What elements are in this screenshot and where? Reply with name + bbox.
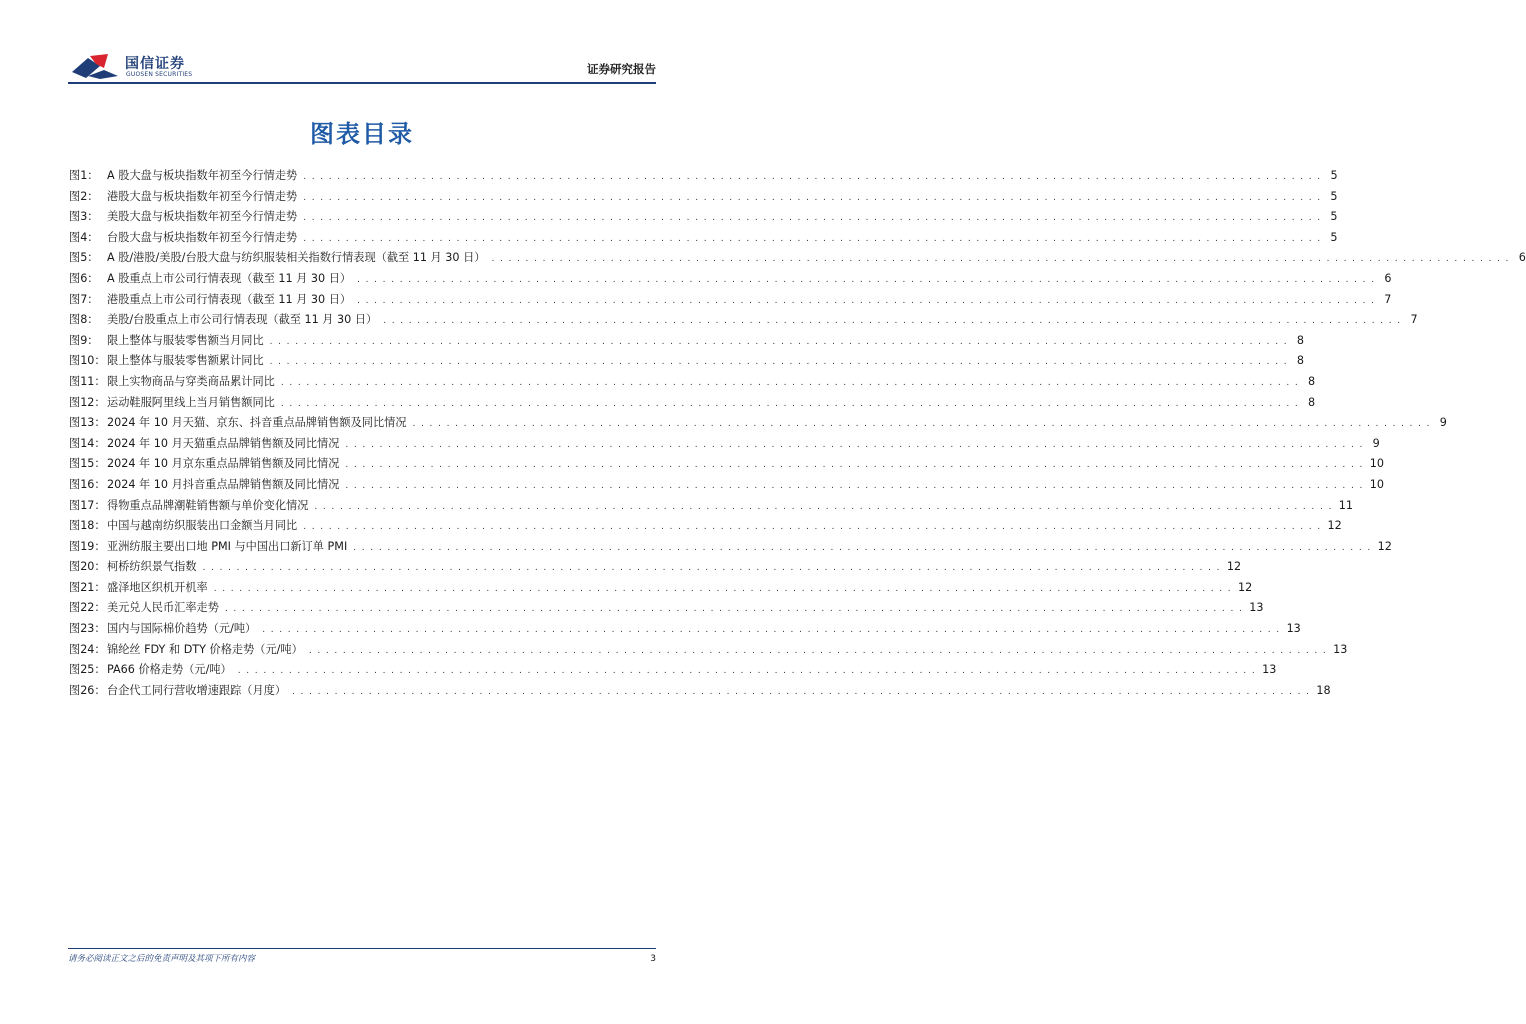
toc-entry[interactable]	[69, 414, 1447, 435]
toc-entry-title: 限上整体与服装零售额累计同比	[107, 354, 264, 368]
toc-dot-leader: . . . . . . . . . . . . . . . . . . . . . . . . . . . . . . . . . . . . . . . . . . . . . . . . . . . . . . . . . . . . . . . . . . . . . . . . . . . . . . . . . . . . . . . . . . . . . . . . . . . . . . . . . . . . . . . . . . . . . . . .	[303, 522, 1322, 533]
toc-entry[interactable]	[69, 167, 1338, 188]
toc-entry-title: A 股大盘与板块指数年初至今行情走势	[107, 169, 298, 182]
toc-entry[interactable]	[69, 332, 1304, 353]
toc-entry-title: 限上实物商品与穿类商品累计同比	[107, 374, 275, 388]
toc-entry-label: 图18：	[69, 519, 106, 533]
toc-entry[interactable]	[69, 682, 1331, 703]
toc-entry-page: 13	[1333, 642, 1348, 656]
toc-entry[interactable]	[69, 538, 1392, 559]
toc-entry-label: 图7：	[69, 292, 99, 306]
toc-entry-page: 8	[1308, 395, 1316, 409]
toc-entry-label: 图6：	[69, 271, 99, 285]
logo-chinese-name: 国信证券	[125, 56, 185, 72]
toc-entry-page: 9	[1372, 436, 1380, 450]
toc-dot-leader: . . . . . . . . . . . . . . . . . . . . . . . . . . . . . . . . . . . . . . . . . . . . . . . . . . . . . . . . . . . . . . . . . . . . . . . . . . . . . . . . . . . . . . . . . . . . . . . . . . . . . . . . . . . . . . . . . . . . . . . .	[213, 583, 1233, 594]
toc-entry-label: 图10：	[69, 354, 106, 368]
toc-entry-label: 图4：	[69, 230, 99, 244]
toc-entry-page: 18	[1316, 683, 1331, 697]
toc-entry-title: 2024 年 10 月天猫重点品牌销售额及同比情况	[107, 436, 340, 450]
toc-entry-label: 图15：	[69, 457, 106, 471]
toc-entry-title: 台股大盘与板块指数年初至今行情走势	[107, 230, 298, 244]
toc-entry-label: 图12：	[69, 395, 106, 409]
toc-entry-page: 9	[1439, 416, 1447, 430]
toc-entry-page: 11	[1338, 498, 1353, 512]
toc-entry-title: 盛泽地区织机开机率	[107, 580, 208, 594]
toc-entry[interactable]	[69, 579, 1253, 600]
toc-dot-leader: . . . . . . . . . . . . . . . . . . . . . . . . . . . . . . . . . . . . . . . . . . . . . . . . . . . . . . . . . . . . . . . . . . . . . . . . . . . . . . . . . . . . . . . . . . . . . . . . . . . . . . . . . . . . . . . . . . . . . . . .	[269, 336, 1288, 347]
toc-entry-title: 运动鞋服阿里线上当月销售额同比	[107, 395, 275, 409]
toc-entry-label: 图3：	[69, 210, 99, 224]
toc-entry[interactable]	[69, 229, 1338, 250]
toc-dot-leader: . . . . . . . . . . . . . . . . . . . . . . . . . . . . . . . . . . . . . . . . . . . . . . . . . . . . . . . . . . . . . . . . . . . . . . . . . . . . . . . . . . . . . . . . . . . . . . . . . . . . . . . . . . . . . . . . . . . . . . . .	[314, 501, 1333, 512]
toc-entry-title: A 股重点上市公司行情表现（截至 11 月 30 日）	[107, 271, 352, 285]
toc-entry-title: 台企代工同行营收增速跟踪（月度）	[107, 683, 287, 697]
toc-entry-title: 美股/台股重点上市公司行情表现（截至 11 月 30 日）	[107, 313, 378, 327]
page-title: 图表目录	[310, 120, 414, 148]
toc-entry[interactable]	[69, 249, 1526, 270]
toc-entry-label: 图5：	[69, 251, 99, 265]
toc-dot-leader: . . . . . . . . . . . . . . . . . . . . . . . . . . . . . . . . . . . . . . . . . . . . . . . . . . . . . . . . . . . . . . . . . . . . . . . . . . . . . . . . . . . . . . . . . . . . . . . . . . . . . . . . . . . . . . . . . . . . . . . .	[224, 604, 1244, 615]
page-header	[68, 48, 656, 82]
footer-disclaimer: 请务必阅读正文之后的免责声明及其项下所有内容	[68, 954, 256, 964]
toc-dot-leader: . . . . . . . . . . . . . . . . . . . . . . . . . . . . . . . . . . . . . . . . . . . . . . . . . . . . . . . . . . . . . . . . . . . . . . . . . . . . . . . . . . . . . . . . . . . . . . . . . . . . . . . . . . . . . . . . . . . . . . . .	[202, 563, 1221, 574]
toc-entry-page: 13	[1262, 663, 1277, 677]
toc-entry[interactable]	[69, 188, 1338, 209]
toc-entry[interactable]	[69, 394, 1316, 415]
toc-dot-leader: . . . . . . . . . . . . . . . . . . . . . . . . . . . . . . . . . . . . . . . . . . . . . . . . . . . . . . . . . . . . . . . . . . . . . . . . . . . . . . . . . . . . . . . . . . . . . . . . . . . . . . . . . . . . . . . . . . . . . . . .	[303, 233, 1322, 244]
toc-entry-title: 2024 年 10 月天猫、京东、抖音重点品牌销售额及同比情况	[107, 416, 407, 430]
toc-entry-label: 图11：	[69, 374, 106, 388]
toc-dot-leader: . . . . . . . . . . . . . . . . . . . . . . . . . . . . . . . . . . . . . . . . . . . . . . . . . . . . . . . . . . . . . . . . . . . . . . . . . . . . . . . . . . . . . . . . . . . . . . . . . . . . . . . . . . . . . . . . . . . . . . . .	[237, 666, 1257, 677]
toc-entry-page: 5	[1330, 210, 1338, 224]
toc-entry-page: 13	[1249, 601, 1264, 615]
toc-entry[interactable]	[69, 517, 1342, 538]
toc-dot-leader: . . . . . . . . . . . . . . . . . . . . . . . . . . . . . . . . . . . . . . . . . . . . . . . . . . . . . . . . . . . . . . . . . . . . . . . . . . . . . . . . . . . . . . . . . . . . . . . . . . . . . . . . . . . . . . . . . . . . . . . .	[280, 398, 1300, 409]
toc-entry[interactable]	[69, 641, 1348, 662]
toc-entry-page: 12	[1226, 560, 1242, 574]
toc-entry-label: 图8：	[69, 313, 99, 327]
toc-entry-label: 图17：	[69, 498, 106, 512]
toc-entry-title: 限上整体与服装零售额当月同比	[107, 333, 264, 347]
toc-entry-page: 12	[1377, 539, 1392, 553]
toc-entry-label: 图16：	[69, 477, 106, 491]
toc-entry-label: 图24：	[69, 642, 106, 656]
footer-divider	[68, 948, 656, 949]
toc-entry-label: 图2：	[69, 189, 99, 203]
toc-dot-leader: . . . . . . . . . . . . . . . . . . . . . . . . . . . . . . . . . . . . . . . . . . . . . . . . . . . . . . . . . . . . . . . . . . . . . . . . . . . . . . . . . . . . . . . . . . . . . . . . . . . . . . . . . . . . . . . . . . . . . . . .	[303, 172, 1322, 182]
toc-entry-page: 12	[1238, 580, 1253, 594]
toc-dot-leader: . . . . . . . . . . . . . . . . . . . . . . . . . . . . . . . . . . . . . . . . . . . . . . . . . . . . . . . . . . . . . . . . . . . . . . . . . . . . . . . . . . . . . . . . . . . . . . . . . . . . . . . . . . . . . . . . . . . . . . . .	[303, 213, 1322, 224]
toc-entry-label: 图21：	[69, 580, 106, 594]
toc-entry-page: 10	[1369, 477, 1384, 491]
logo-english-name: GUOSEN SECURITIES	[126, 71, 193, 78]
toc-entry-page: 6	[1518, 251, 1526, 265]
toc-dot-leader: . . . . . . . . . . . . . . . . . . . . . . . . . . . . . . . . . . . . . . . . . . . . . . . . . . . . . . . . . . . . . . . . . . . . . . . . . . . . . . . . . . . . . . . . . . . . . . . . . . . . . . . . . . . . . . . . . . . . . . . .	[262, 625, 1281, 636]
toc-entry-page: 7	[1384, 292, 1392, 306]
toc-entry[interactable]	[69, 311, 1418, 332]
toc-entry-title: 美元兑人民币汇率走势	[107, 601, 219, 615]
report-type-label: 证券研究报告	[587, 62, 656, 76]
toc-entry-title: 亚洲纺服主要出口地 PMI 与中国出口新订单 PMI	[107, 539, 348, 553]
header-divider	[68, 82, 656, 84]
toc-entry-label: 图22：	[69, 601, 106, 615]
toc-entry-page: 6	[1384, 271, 1392, 285]
toc-entry-title: 中国与越南纺织服装出口金额当月同比	[107, 519, 298, 533]
toc-dot-leader: . . . . . . . . . . . . . . . . . . . . . . . . . . . . . . . . . . . . . . . . . . . . . . . . . . . . . . . . . . . . . . . . . . . . . . . . . . . . . . . . . . . . . . . . . . . . . . . . . . . . . . . . . . . . . . . . . . . . . . . .	[353, 542, 1372, 553]
toc-entry[interactable]	[69, 476, 1384, 497]
toc-entry-label: 图9：	[69, 333, 99, 347]
toc-dot-leader: . . . . . . . . . . . . . . . . . . . . . . . . . . . . . . . . . . . . . . . . . . . . . . . . . . . . . . . . . . . . . . . . . . . . . . . . . . . . . . . . . . . . . . . . . . . . . . . . . . . . . . . . . . . . . . . . . . . . . . . .	[280, 377, 1300, 388]
guosen-logo	[68, 48, 218, 82]
toc-entry-label: 图25：	[69, 663, 106, 677]
toc-entry-label: 图20：	[69, 560, 106, 574]
toc-entry[interactable]	[69, 208, 1338, 229]
toc-entry-title: 国内与国际棉价趋势（元/吨）	[107, 622, 257, 636]
toc-entry-label: 图13：	[69, 416, 106, 430]
toc-entry-title: PA66 价格走势（元/吨）	[107, 663, 232, 677]
toc-dot-leader: . . . . . . . . . . . . . . . . . . . . . . . . . . . . . . . . . . . . . . . . . . . . . . . . . . . . . . . . . . . . . . . . . . . . . . . . . . . . . . . . . . . . . . . . . . . . . . . . . . . . . . . . . . . . . . . . . . . . . . . .	[491, 254, 1510, 265]
toc-entry-page: 10	[1369, 457, 1384, 471]
toc-entry-page: 8	[1296, 333, 1304, 347]
toc-entry[interactable]	[69, 455, 1384, 476]
toc-entry-page: 7	[1410, 313, 1418, 327]
page-number: 3	[650, 954, 656, 964]
toc-entry-page: 8	[1296, 354, 1304, 368]
toc-entry-page: 8	[1308, 374, 1316, 388]
toc-entry[interactable]	[69, 661, 1277, 682]
toc-entry[interactable]	[69, 599, 1264, 620]
toc-entry-page: 12	[1327, 519, 1342, 533]
toc-dot-leader: . . . . . . . . . . . . . . . . . . . . . . . . . . . . . . . . . . . . . . . . . . . . . . . . . . . . . . . . . . . . . . . . . . . . . . . . . . . . . . . . . . . . . . . . . . . . . . . . . . . . . . . . . . . . . . . . . . . . . . . .	[412, 419, 1431, 430]
toc-entry-title: 港股大盘与板块指数年初至今行情走势	[107, 189, 298, 203]
toc-entry-label: 图23：	[69, 622, 106, 636]
toc-entry-title: 得物重点品牌潮鞋销售额与单价变化情况	[107, 498, 309, 512]
toc-entry-title: 港股重点上市公司行情表现（截至 11 月 30 日）	[107, 292, 352, 306]
toc-entry-title: A 股/港股/美股/台股大盘与纺织服装相关指数行情表现（截至 11 月 30 日）	[107, 251, 486, 265]
toc-entry-label: 图1：	[69, 169, 99, 182]
toc-entry-page: 5	[1330, 189, 1338, 203]
toc-dot-leader: . . . . . . . . . . . . . . . . . . . . . . . . . . . . . . . . . . . . . . . . . . . . . . . . . . . . . . . . . . . . . . . . . . . . . . . . . . . . . . . . . . . . . . . . . . . . . . . . . . . . . . . . . . . . . . . . . . . . . . . .	[357, 295, 1376, 306]
toc-entry[interactable]	[69, 497, 1353, 518]
toc-dot-leader: . . . . . . . . . . . . . . . . . . . . . . . . . . . . . . . . . . . . . . . . . . . . . . . . . . . . . . . . . . . . . . . . . . . . . . . . . . . . . . . . . . . . . . . . . . . . . . . . . . . . . . . . . . . . . . . . . . . . . . . .	[269, 357, 1288, 368]
toc-entry-title: 锦纶丝 FDY 和 DTY 价格走势（元/吨）	[107, 642, 303, 656]
guosen-logo-mark-icon	[70, 52, 122, 80]
toc-dot-leader: . . . . . . . . . . . . . . . . . . . . . . . . . . . . . . . . . . . . . . . . . . . . . . . . . . . . . . . . . . . . . . . . . . . . . . . . . . . . . . . . . . . . . . . . . . . . . . . . . . . . . . . . . . . . . . . . . . . . . . . .	[383, 316, 1402, 327]
toc-entry-page: 5	[1330, 230, 1338, 244]
toc-entry-title: 2024 年 10 月京东重点品牌销售额及同比情况	[107, 457, 340, 471]
toc-dot-leader: . . . . . . . . . . . . . . . . . . . . . . . . . . . . . . . . . . . . . . . . . . . . . . . . . . . . . . . . . . . . . . . . . . . . . . . . . . . . . . . . . . . . . . . . . . . . . . . . . . . . . . . . . . . . . . . . . . . . . . . .	[345, 460, 1364, 471]
toc-entry[interactable]	[69, 270, 1392, 291]
table-of-figures	[69, 167, 1526, 702]
toc-entry[interactable]	[69, 620, 1301, 641]
toc-dot-leader: . . . . . . . . . . . . . . . . . . . . . . . . . . . . . . . . . . . . . . . . . . . . . . . . . . . . . . . . . . . . . . . . . . . . . . . . . . . . . . . . . . . . . . . . . . . . . . . . . . . . . . . . . . . . . . . . . . . . . . . .	[308, 645, 1328, 656]
toc-dot-leader: . . . . . . . . . . . . . . . . . . . . . . . . . . . . . . . . . . . . . . . . . . . . . . . . . . . . . . . . . . . . . . . . . . . . . . . . . . . . . . . . . . . . . . . . . . . . . . . . . . . . . . . . . . . . . . . . . . . . . . . .	[303, 192, 1322, 203]
toc-entry-label: 图26：	[69, 683, 106, 697]
toc-dot-leader: . . . . . . . . . . . . . . . . . . . . . . . . . . . . . . . . . . . . . . . . . . . . . . . . . . . . . . . . . . . . . . . . . . . . . . . . . . . . . . . . . . . . . . . . . . . . . . . . . . . . . . . . . . . . . . . . . . . . . . . .	[357, 274, 1376, 285]
toc-dot-leader: . . . . . . . . . . . . . . . . . . . . . . . . . . . . . . . . . . . . . . . . . . . . . . . . . . . . . . . . . . . . . . . . . . . . . . . . . . . . . . . . . . . . . . . . . . . . . . . . . . . . . . . . . . . . . . . . . . . . . . . .	[345, 480, 1364, 491]
toc-dot-leader: . . . . . . . . . . . . . . . . . . . . . . . . . . . . . . . . . . . . . . . . . . . . . . . . . . . . . . . . . . . . . . . . . . . . . . . . . . . . . . . . . . . . . . . . . . . . . . . . . . . . . . . . . . . . . . . . . . . . . . . .	[345, 439, 1364, 450]
toc-entry[interactable]	[69, 558, 1242, 579]
toc-entry-label: 图14：	[69, 436, 106, 450]
toc-entry-label: 图19：	[69, 539, 106, 553]
toc-entry[interactable]	[69, 373, 1316, 394]
toc-dot-leader: . . . . . . . . . . . . . . . . . . . . . . . . . . . . . . . . . . . . . . . . . . . . . . . . . . . . . . . . . . . . . . . . . . . . . . . . . . . . . . . . . . . . . . . . . . . . . . . . . . . . . . . . . . . . . . . . . . . . . . . .	[292, 686, 1311, 697]
toc-entry[interactable]	[69, 435, 1380, 456]
toc-entry-page: 5	[1330, 169, 1338, 182]
toc-entry-title: 柯桥纺织景气指数	[107, 560, 197, 574]
toc-entry-title: 美股大盘与板块指数年初至今行情走势	[107, 210, 298, 224]
toc-entry[interactable]	[69, 352, 1304, 373]
toc-entry-title: 2024 年 10 月抖音重点品牌销售额及同比情况	[107, 477, 340, 491]
toc-entry[interactable]	[69, 291, 1392, 312]
toc-entry-page: 13	[1286, 622, 1301, 636]
